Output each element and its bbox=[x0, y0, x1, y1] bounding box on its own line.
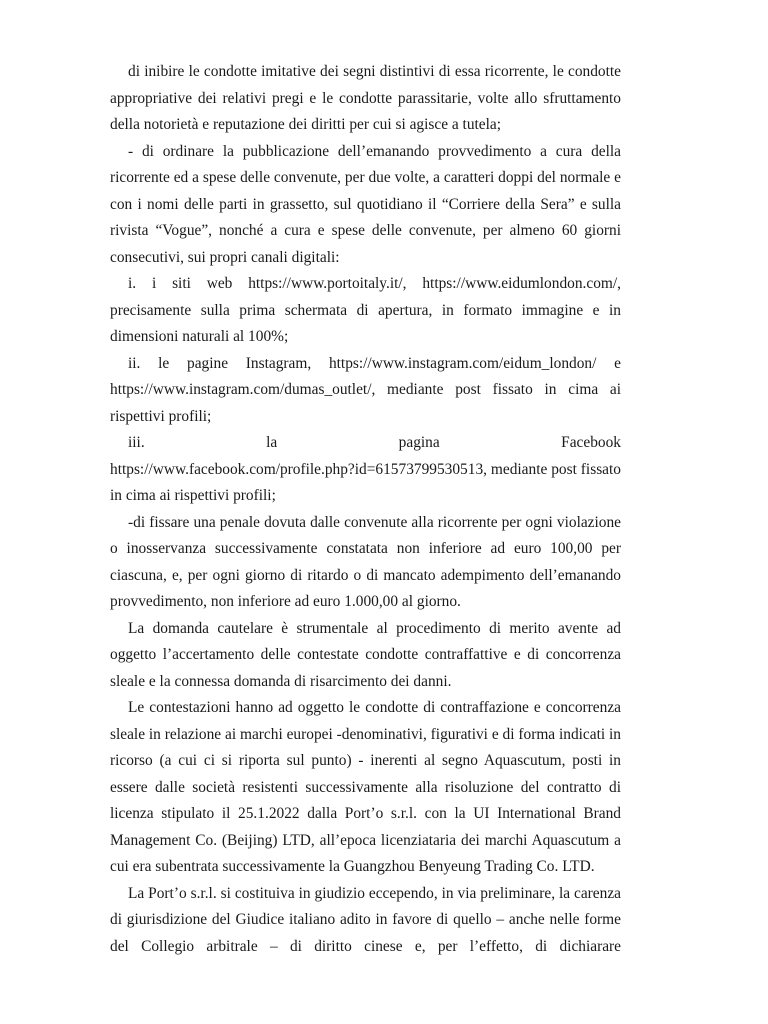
document-page bbox=[110, 59, 621, 960]
list-item-instagram: ii. le pagine Instagram, https://www.instagram.com/eidum_london/ e https://www.instagram.com/dumas_outlet/, mediante post fissato in cima ai rispettivi profili; bbox=[110, 354, 621, 425]
list-item-websites: i. i siti web https://www.portoitaly.it/, https://www.eidumlondon.com/, precisamente sulla prima schermata di apertura, in formato immagine e in dimensioni naturali al 100%; bbox=[110, 275, 621, 345]
list-item-facebook-heading: iii. la pagina Facebook bbox=[128, 434, 621, 451]
paragraph-penalty: -di fissare una penale dovuta dalle convenute alla ricorrente per ogni violazione o inosservanza successivamente constatata non inferiore ad euro 100,00 per ciascuna, e, per ogni giorno di ritardo o di mancato adempimento dell’emanando provvedimento, non inferiore ad euro 1.000,00 al giorno. bbox=[110, 513, 621, 610]
list-item-facebook-url: https://www.facebook.com/profile.php?id=61573799530513, mediante post fissato in cima ai rispettivi profili; bbox=[110, 460, 621, 504]
paragraph-precautionary-claim: La domanda cautelare è strumentale al procedimento di merito avente ad oggetto l’accertamento delle contestate condotte contraffattive e di concorrenza sleale e la connessa domanda di risarcimento dei danni. bbox=[110, 619, 621, 690]
paragraph-inhibition-request: di inibire le condotte imitative dei segni distintivi di essa ricorrente, le condotte appropriative dei relativi pregi e le condotte parassitarie, volte allo sfruttamento della notorietà e reputazione dei diritti per cui si agisce a tutela; bbox=[110, 63, 621, 133]
paragraph-defense: La Port’o s.r.l. si costituiva in giudizio eccependo, in via preliminare, la carenza di giurisdizione del Giudice italiano adito in favore di quello – anche nelle forme del Collegio arbitrale – di diritto cinese e, per l’effetto, di dichiarare bbox=[110, 884, 621, 955]
paragraph-publication-order: - di ordinare la pubblicazione dell’emanando provvedimento a cura della ricorrente ed a spese delle convenute, per due volte, a caratteri doppi del normale e con i nomi delle parti in grassetto, sul quotidiano il “Corriere della Sera” e sulla rivista “Vogue”, nonché a cura e spese delle convenute, per almeno 60 giorni consecutivi, sui propri canali digitali: bbox=[110, 142, 621, 266]
paragraph-contestations: Le contestazioni hanno ad oggetto le condotte di contraffazione e concorrenza sleale in relazione ai marchi europei -denominativi, figurativi e di forma indicati in ricorso (a cui ci si riporta sul punto) - inerenti al segno Aquascutum, posti in essere dalle società resistenti successivamente alla risoluzione del contratto di licenza stipulato il 25.1.2022 dalla Port’o s.r.l. con la UI International Brand Management Co. (Beijing) LTD, all’epoca licenziataria dei marchi Aquascutum a cui era subentrata successivamente la Guangzhou Benyeung Trading Co. LTD. bbox=[110, 699, 621, 875]
